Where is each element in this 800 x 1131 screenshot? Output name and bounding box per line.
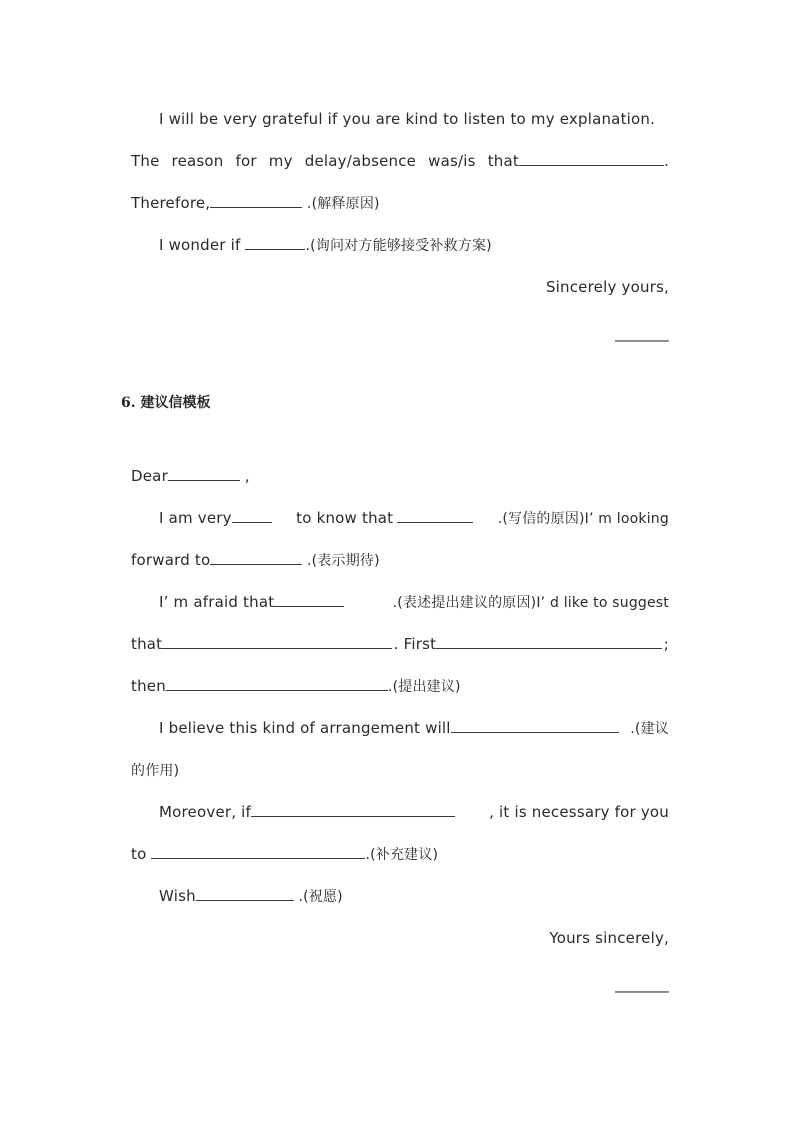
therefore-text: Therefore, [131,194,211,212]
suggestion-line-6-cont [131,759,669,782]
text: that [131,635,163,653]
wonder-note: .(询问对方能够接受补救方案) [305,238,492,254]
segment [394,633,663,655]
closing-text: Sincerely yours, [545,278,669,296]
text: then [131,677,166,695]
word: delay/absence [304,152,417,170]
text: . First [393,635,437,653]
blank-feeling [232,508,272,523]
apology-signature [131,322,669,344]
effect-note: .(建议 [630,721,669,737]
wish-note: .(祝愿) [293,889,343,905]
blank-wonder [245,235,305,250]
text: Moreover, if [159,803,252,821]
suggestion-line-2 [131,549,669,572]
supplement-note: .(补充建议) [365,847,439,863]
blank-know [397,508,473,523]
period: . [663,152,669,170]
blank-moreover [251,802,455,817]
signature-line: _______ [615,975,669,993]
text: Wish [159,887,196,905]
segment [159,801,455,823]
semicolon: ; [663,635,669,653]
text: I believe this kind of arrangement will [159,719,451,737]
effect-note-cont: 的作用) [131,763,180,779]
blank-therefore [210,193,302,208]
blank-reason [519,151,664,166]
suggest-reason-note: .(表述提出建议的原因)I’ d like to suggest [392,595,669,611]
blank-afraid [274,592,344,607]
segment [131,633,392,655]
blank-expect [210,550,302,565]
blank-wish [196,886,294,901]
blank-then [166,676,388,691]
text: I’ m afraid that [159,593,275,611]
apology-closing [131,276,669,298]
suggestion-line-8 [131,843,669,866]
suggestion-closing [131,927,669,949]
text: to know that [296,509,394,527]
suggestion-signature [131,973,669,995]
word: that [487,152,519,170]
suggestion-line-6 [131,717,669,740]
word: reason [171,152,224,170]
blank-necessary [151,844,365,859]
salutation [131,465,669,487]
segment [296,507,473,529]
reason-line [488,150,669,172]
section-heading: 6. 建议信模板 [121,395,211,411]
expect-note: .(表示期待) [302,553,380,569]
blank-arrangement [451,718,619,733]
suggestion-line-4 [131,633,669,655]
suggestion-note: .(提出建议) [387,679,461,695]
apology-line-2 [131,150,669,172]
suggestion-line-3 [131,591,669,614]
text: , it is necessary for you [489,803,669,821]
apology-line-3 [131,192,669,215]
text: to [131,845,152,863]
signature-line: _______ [615,324,669,342]
suggestion-line-5 [131,675,669,698]
suggestion-line-9 [131,885,669,908]
word: The [131,152,160,170]
segment [159,591,344,613]
dear-text: Dear [131,467,168,485]
segment [159,717,619,739]
suggestion-line-1 [131,507,669,530]
blank-suggest [162,634,392,649]
apology-text-1: I will be very grateful if you are kind to listen to my explanation. [159,110,656,128]
explain-note: .(解释原因) [302,196,380,212]
apology-line-4 [131,234,669,257]
word: my [268,152,293,170]
closing-text: Yours sincerely, [549,929,669,947]
apology-line-1 [131,108,669,130]
suggestion-line-7 [131,801,669,823]
blank-recipient [168,466,240,481]
comma: , [239,467,250,485]
wonder-text: I wonder if [159,236,246,254]
blank-first [436,634,662,649]
word: was/is [428,152,476,170]
reason-note: .(写信的原因)I’ m looking [497,511,669,527]
text: forward to [131,551,211,569]
text: I am very [159,509,232,527]
word: for [235,152,257,170]
segment [159,507,272,529]
